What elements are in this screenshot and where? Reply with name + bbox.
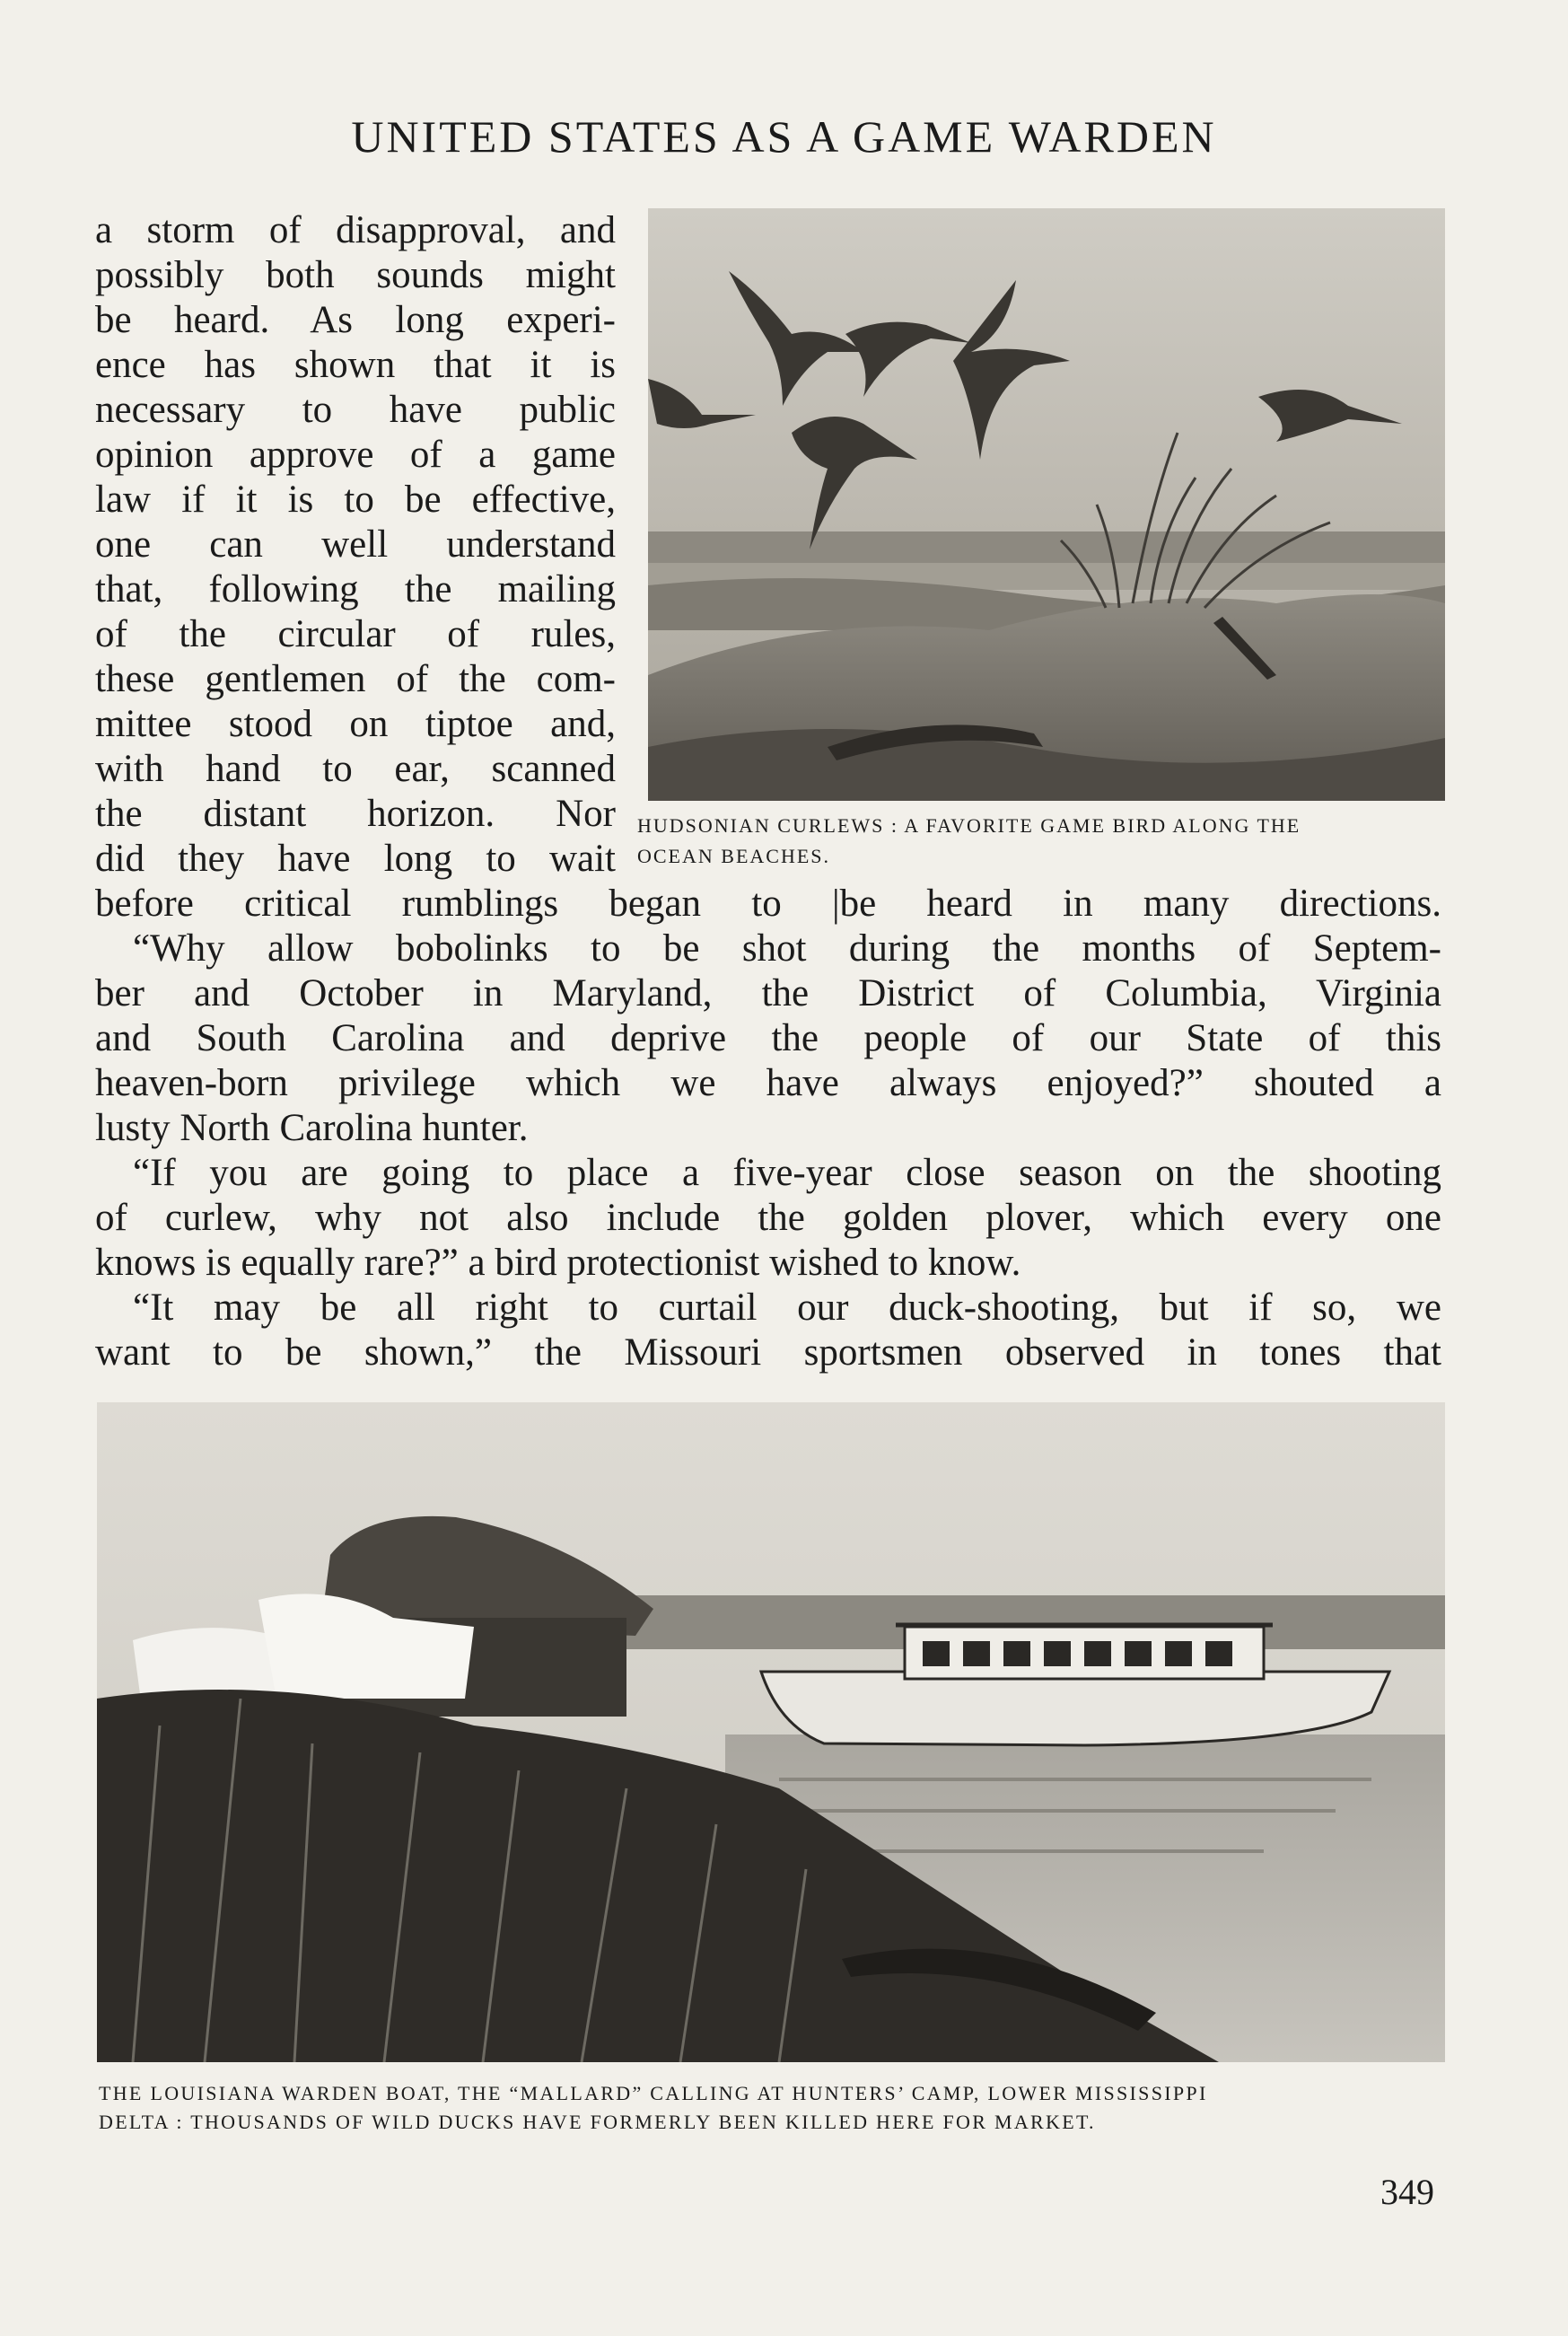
figure2-caption-line1: THE LOUISIANA WARDEN BOAT, THE “MALLARD” CALLING AT HUNTERS’ CAMP, LOWER MISSISSIPPI xyxy=(99,2082,1208,2104)
running-header: UNITED STATES AS A GAME WARDEN xyxy=(351,111,1217,162)
text-line: be heard. As long experi- xyxy=(95,299,616,341)
text-line: heaven-born privilege which we have always enjoyed?” shouted a xyxy=(95,1062,1441,1104)
text-line: of curlew, why not also include the golden plover, which every one xyxy=(95,1197,1441,1239)
text-line: these gentlemen of the com- xyxy=(95,658,616,700)
text-line: ence has shown that it is xyxy=(95,344,616,386)
text-line: one can well understand xyxy=(95,523,616,566)
figure2-caption-line2: DELTA : THOUSANDS OF WILD DUCKS HAVE FORMERLY BEEN KILLED HERE FOR MARKET. xyxy=(99,2111,1096,2133)
text-line: necessary to have public xyxy=(95,389,616,431)
text-line: mittee stood on tiptoe and, xyxy=(95,703,616,745)
text-line: a storm of disapproval, and xyxy=(95,209,616,251)
text-line: law if it is to be effective, xyxy=(95,479,616,521)
page-number: 349 xyxy=(1380,2172,1434,2212)
text-line: before critical rumblings began to |be heard in many directions. xyxy=(95,883,1441,925)
text-line: “It may be all right to curtail our duck-shooting, but if so, we xyxy=(133,1287,1441,1329)
text-line: of the circular of rules, xyxy=(95,613,616,655)
text-line: want to be shown,” the Missouri sportsmen observed in tones that xyxy=(95,1331,1441,1374)
text-line: “Why allow bobolinks to be shot during the months of Septem- xyxy=(133,927,1441,970)
text-line: that, following the mailing xyxy=(95,568,616,610)
text-line: “If you are going to place a five-year close season on the shooting xyxy=(133,1152,1441,1194)
figure1-caption-line1: HUDSONIAN CURLEWS : A FAVORITE GAME BIRD ALONG THE xyxy=(637,814,1301,837)
text-line: possibly both sounds might xyxy=(95,254,616,296)
figure1-caption-line2: OCEAN BEACHES. xyxy=(637,845,831,867)
text-line: and South Carolina and deprive the people of our State of this xyxy=(95,1017,1441,1059)
text-line: lusty North Carolina hunter. xyxy=(95,1107,529,1149)
text-line: with hand to ear, scanned xyxy=(95,748,616,790)
text-line: the distant horizon. Nor xyxy=(95,793,616,835)
curlew-painting xyxy=(648,208,1445,801)
text-line: knows is equally rare?” a bird protectionist wished to know. xyxy=(95,1242,1021,1284)
text-line: opinion approve of a game xyxy=(95,434,616,476)
text-line: did they have long to wait xyxy=(95,838,616,880)
warden-boat-illustration xyxy=(97,1402,1445,2062)
warden-boat-photo xyxy=(97,1402,1445,2062)
curlew-painting-illustration xyxy=(648,208,1445,801)
text-line: ber and October in Maryland, the District of Columbia, Virginia xyxy=(95,972,1441,1014)
